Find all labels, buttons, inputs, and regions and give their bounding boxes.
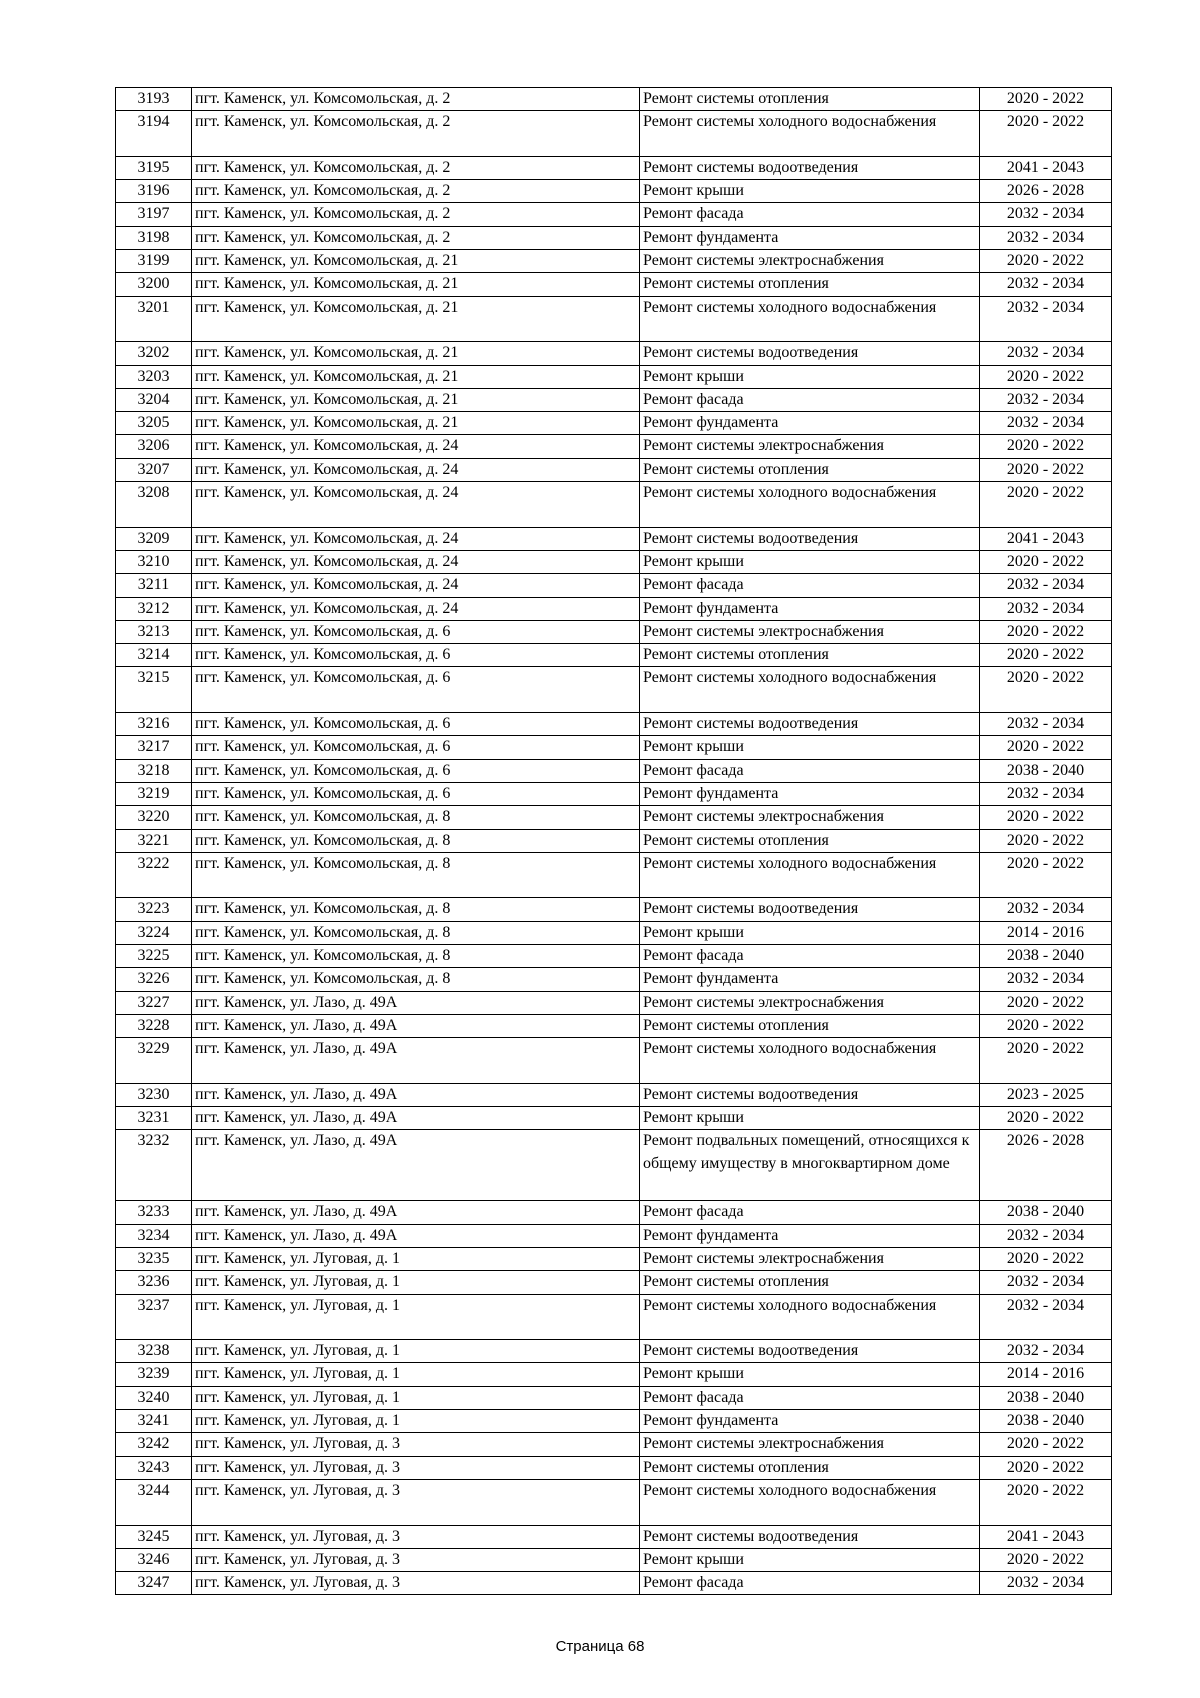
work-type-cell: Ремонт системы холодного водоснабжения xyxy=(640,296,980,342)
row-number-cell: 3211 xyxy=(116,574,192,597)
work-type-cell: Ремонт фасада xyxy=(640,759,980,782)
table-row xyxy=(116,991,1112,1014)
row-number-cell: 3234 xyxy=(116,1224,192,1247)
row-number-cell: 3209 xyxy=(116,527,192,550)
table-row xyxy=(116,203,1112,226)
address-cell: пгт. Каменск, ул. Луговая, д. 3 xyxy=(192,1572,640,1595)
period-cell: 2020 - 2022 xyxy=(980,250,1112,273)
address-cell: пгт. Каменск, ул. Комсомольская, д. 24 xyxy=(192,574,640,597)
address-cell: пгт. Каменск, ул. Комсомольская, д. 24 xyxy=(192,550,640,573)
row-number-cell: 3196 xyxy=(116,180,192,203)
row-number-cell: 3222 xyxy=(116,852,192,898)
period-cell: 2020 - 2022 xyxy=(980,1433,1112,1456)
work-type-cell: Ремонт фундамента xyxy=(640,782,980,805)
work-type-cell: Ремонт крыши xyxy=(640,550,980,573)
period-cell: 2032 - 2034 xyxy=(980,1271,1112,1294)
address-cell: пгт. Каменск, ул. Комсомольская, д. 8 xyxy=(192,921,640,944)
address-cell: пгт. Каменск, ул. Лазо, д. 49А xyxy=(192,1083,640,1106)
address-cell: пгт. Каменск, ул. Комсомольская, д. 6 xyxy=(192,782,640,805)
period-cell: 2032 - 2034 xyxy=(980,1224,1112,1247)
period-cell: 2020 - 2022 xyxy=(980,852,1112,898)
address-cell: пгт. Каменск, ул. Комсомольская, д. 2 xyxy=(192,111,640,157)
address-cell: пгт. Каменск, ул. Комсомольская, д. 2 xyxy=(192,88,640,111)
work-type-cell: Ремонт фасада xyxy=(640,1572,980,1595)
address-cell: пгт. Каменск, ул. Комсомольская, д. 21 xyxy=(192,273,640,296)
table-row xyxy=(116,1548,1112,1571)
row-number-cell: 3195 xyxy=(116,156,192,179)
work-type-cell: Ремонт системы водоотведения xyxy=(640,1340,980,1363)
table-row xyxy=(116,527,1112,550)
address-cell: пгт. Каменск, ул. Комсомольская, д. 24 xyxy=(192,527,640,550)
work-type-cell: Ремонт фасада xyxy=(640,574,980,597)
table-row xyxy=(116,1224,1112,1247)
address-cell: пгт. Каменск, ул. Комсомольская, д. 24 xyxy=(192,482,640,528)
period-cell: 2032 - 2034 xyxy=(980,1294,1112,1340)
table-row xyxy=(116,759,1112,782)
table-row xyxy=(116,482,1112,528)
row-number-cell: 3239 xyxy=(116,1363,192,1386)
table-row xyxy=(116,574,1112,597)
table-row xyxy=(116,156,1112,179)
address-cell: пгт. Каменск, ул. Комсомольская, д. 6 xyxy=(192,713,640,736)
row-number-cell: 3220 xyxy=(116,806,192,829)
row-number-cell: 3237 xyxy=(116,1294,192,1340)
address-cell: пгт. Каменск, ул. Комсомольская, д. 8 xyxy=(192,852,640,898)
period-cell: 2014 - 2016 xyxy=(980,921,1112,944)
period-cell: 2020 - 2022 xyxy=(980,991,1112,1014)
table-row xyxy=(116,620,1112,643)
address-cell: пгт. Каменск, ул. Лазо, д. 49А xyxy=(192,991,640,1014)
row-number-cell: 3202 xyxy=(116,342,192,365)
work-type-cell: Ремонт системы холодного водоснабжения xyxy=(640,482,980,528)
row-number-cell: 3217 xyxy=(116,736,192,759)
period-cell: 2032 - 2034 xyxy=(980,1340,1112,1363)
row-number-cell: 3228 xyxy=(116,1014,192,1037)
table-row xyxy=(116,806,1112,829)
table-row xyxy=(116,1363,1112,1386)
work-type-cell: Ремонт фасада xyxy=(640,203,980,226)
address-cell: пгт. Каменск, ул. Комсомольская, д. 24 xyxy=(192,435,640,458)
work-type-cell: Ремонт фундамента xyxy=(640,968,980,991)
work-type-cell: Ремонт фундамента xyxy=(640,597,980,620)
row-number-cell: 3224 xyxy=(116,921,192,944)
work-type-cell: Ремонт системы холодного водоснабжения xyxy=(640,852,980,898)
row-number-cell: 3200 xyxy=(116,273,192,296)
work-type-cell: Ремонт системы водоотведения xyxy=(640,713,980,736)
table-row xyxy=(116,412,1112,435)
period-cell: 2020 - 2022 xyxy=(980,1107,1112,1130)
row-number-cell: 3247 xyxy=(116,1572,192,1595)
table-row xyxy=(116,1271,1112,1294)
address-cell: пгт. Каменск, ул. Лазо, д. 49А xyxy=(192,1014,640,1037)
address-cell: пгт. Каменск, ул. Комсомольская, д. 6 xyxy=(192,644,640,667)
table-row xyxy=(116,829,1112,852)
row-number-cell: 3193 xyxy=(116,88,192,111)
period-cell: 2020 - 2022 xyxy=(980,550,1112,573)
row-number-cell: 3207 xyxy=(116,458,192,481)
work-type-cell: Ремонт системы водоотведения xyxy=(640,156,980,179)
address-cell: пгт. Каменск, ул. Луговая, д. 3 xyxy=(192,1548,640,1571)
period-cell: 2041 - 2043 xyxy=(980,156,1112,179)
row-number-cell: 3205 xyxy=(116,412,192,435)
table-row xyxy=(116,1525,1112,1548)
work-type-cell: Ремонт системы холодного водоснабжения xyxy=(640,111,980,157)
work-type-cell: Ремонт системы водоотведения xyxy=(640,342,980,365)
address-cell: пгт. Каменск, ул. Комсомольская, д. 6 xyxy=(192,736,640,759)
address-cell: пгт. Каменск, ул. Лазо, д. 49А xyxy=(192,1130,640,1201)
table-row xyxy=(116,782,1112,805)
period-cell: 2020 - 2022 xyxy=(980,736,1112,759)
table-row xyxy=(116,1479,1112,1525)
work-type-cell: Ремонт крыши xyxy=(640,921,980,944)
period-cell: 2038 - 2040 xyxy=(980,1201,1112,1224)
table-row xyxy=(116,898,1112,921)
address-cell: пгт. Каменск, ул. Комсомольская, д. 21 xyxy=(192,412,640,435)
table-row xyxy=(116,1433,1112,1456)
row-number-cell: 3242 xyxy=(116,1433,192,1456)
address-cell: пгт. Каменск, ул. Луговая, д. 3 xyxy=(192,1433,640,1456)
period-cell: 2020 - 2022 xyxy=(980,667,1112,713)
address-cell: пгт. Каменск, ул. Луговая, д. 1 xyxy=(192,1363,640,1386)
page-number: Страница 68 xyxy=(555,1638,645,1655)
work-type-cell: Ремонт фасада xyxy=(640,388,980,411)
row-number-cell: 3199 xyxy=(116,250,192,273)
address-cell: пгт. Каменск, ул. Комсомольская, д. 21 xyxy=(192,388,640,411)
period-cell: 2038 - 2040 xyxy=(980,1386,1112,1409)
period-cell: 2020 - 2022 xyxy=(980,482,1112,528)
work-type-cell: Ремонт системы электроснабжения xyxy=(640,1433,980,1456)
row-number-cell: 3204 xyxy=(116,388,192,411)
table-row xyxy=(116,667,1112,713)
period-cell: 2020 - 2022 xyxy=(980,88,1112,111)
row-number-cell: 3236 xyxy=(116,1271,192,1294)
table-row xyxy=(116,1340,1112,1363)
address-cell: пгт. Каменск, ул. Комсомольская, д. 8 xyxy=(192,968,640,991)
period-cell: 2032 - 2034 xyxy=(980,412,1112,435)
row-number-cell: 3226 xyxy=(116,968,192,991)
period-cell: 2038 - 2040 xyxy=(980,1410,1112,1433)
period-cell: 2032 - 2034 xyxy=(980,273,1112,296)
row-number-cell: 3210 xyxy=(116,550,192,573)
table-row xyxy=(116,1386,1112,1409)
table-row xyxy=(116,1130,1112,1201)
table-row xyxy=(116,250,1112,273)
row-number-cell: 3194 xyxy=(116,111,192,157)
table-row xyxy=(116,1247,1112,1270)
row-number-cell: 3214 xyxy=(116,644,192,667)
period-cell: 2032 - 2034 xyxy=(980,1572,1112,1595)
period-cell: 2038 - 2040 xyxy=(980,944,1112,967)
table-row xyxy=(116,273,1112,296)
address-cell: пгт. Каменск, ул. Комсомольская, д. 2 xyxy=(192,156,640,179)
row-number-cell: 3235 xyxy=(116,1247,192,1270)
table-row xyxy=(116,296,1112,342)
work-type-cell: Ремонт фасада xyxy=(640,1386,980,1409)
work-type-cell: Ремонт фундамента xyxy=(640,412,980,435)
period-cell: 2032 - 2034 xyxy=(980,226,1112,249)
period-cell: 2032 - 2034 xyxy=(980,342,1112,365)
address-cell: пгт. Каменск, ул. Комсомольская, д. 8 xyxy=(192,829,640,852)
work-type-cell: Ремонт системы отопления xyxy=(640,458,980,481)
row-number-cell: 3245 xyxy=(116,1525,192,1548)
work-type-cell: Ремонт системы отопления xyxy=(640,829,980,852)
period-cell: 2032 - 2034 xyxy=(980,713,1112,736)
address-cell: пгт. Каменск, ул. Луговая, д. 1 xyxy=(192,1247,640,1270)
period-cell: 2020 - 2022 xyxy=(980,620,1112,643)
period-cell: 2020 - 2022 xyxy=(980,1014,1112,1037)
period-cell: 2032 - 2034 xyxy=(980,574,1112,597)
row-number-cell: 3215 xyxy=(116,667,192,713)
row-number-cell: 3221 xyxy=(116,829,192,852)
address-cell: пгт. Каменск, ул. Луговая, д. 3 xyxy=(192,1525,640,1548)
period-cell: 2032 - 2034 xyxy=(980,782,1112,805)
table-row xyxy=(116,435,1112,458)
work-type-cell: Ремонт фундамента xyxy=(640,1410,980,1433)
row-number-cell: 3203 xyxy=(116,365,192,388)
address-cell: пгт. Каменск, ул. Комсомольская, д. 24 xyxy=(192,458,640,481)
period-cell: 2041 - 2043 xyxy=(980,1525,1112,1548)
work-type-cell: Ремонт системы электроснабжения xyxy=(640,991,980,1014)
row-number-cell: 3208 xyxy=(116,482,192,528)
period-cell: 2020 - 2022 xyxy=(980,1038,1112,1084)
table-row xyxy=(116,1456,1112,1479)
address-cell: пгт. Каменск, ул. Комсомольская, д. 8 xyxy=(192,944,640,967)
period-cell: 2026 - 2028 xyxy=(980,180,1112,203)
table-row xyxy=(116,597,1112,620)
table-body xyxy=(116,88,1112,1595)
row-number-cell: 3201 xyxy=(116,296,192,342)
work-type-cell: Ремонт системы холодного водоснабжения xyxy=(640,1479,980,1525)
work-type-cell: Ремонт системы отопления xyxy=(640,1456,980,1479)
row-number-cell: 3231 xyxy=(116,1107,192,1130)
address-cell: пгт. Каменск, ул. Луговая, д. 1 xyxy=(192,1294,640,1340)
row-number-cell: 3240 xyxy=(116,1386,192,1409)
address-cell: пгт. Каменск, ул. Луговая, д. 3 xyxy=(192,1479,640,1525)
table-row xyxy=(116,944,1112,967)
period-cell: 2032 - 2034 xyxy=(980,203,1112,226)
address-cell: пгт. Каменск, ул. Комсомольская, д. 24 xyxy=(192,597,640,620)
period-cell: 2020 - 2022 xyxy=(980,1479,1112,1525)
row-number-cell: 3227 xyxy=(116,991,192,1014)
table-row xyxy=(116,736,1112,759)
work-type-cell: Ремонт системы электроснабжения xyxy=(640,250,980,273)
row-number-cell: 3229 xyxy=(116,1038,192,1084)
table-row xyxy=(116,1294,1112,1340)
address-cell: пгт. Каменск, ул. Луговая, д. 1 xyxy=(192,1271,640,1294)
row-number-cell: 3232 xyxy=(116,1130,192,1201)
period-cell: 2020 - 2022 xyxy=(980,435,1112,458)
work-type-cell: Ремонт системы водоотведения xyxy=(640,1083,980,1106)
period-cell: 2023 - 2025 xyxy=(980,1083,1112,1106)
table-row xyxy=(116,388,1112,411)
table-row xyxy=(116,713,1112,736)
work-type-cell: Ремонт системы электроснабжения xyxy=(640,620,980,643)
row-number-cell: 3244 xyxy=(116,1479,192,1525)
period-cell: 2041 - 2043 xyxy=(980,527,1112,550)
table-row xyxy=(116,852,1112,898)
address-cell: пгт. Каменск, ул. Комсомольская, д. 6 xyxy=(192,759,640,782)
address-cell: пгт. Каменск, ул. Лазо, д. 49А xyxy=(192,1224,640,1247)
address-cell: пгт. Каменск, ул. Луговая, д. 3 xyxy=(192,1456,640,1479)
period-cell: 2032 - 2034 xyxy=(980,597,1112,620)
table-row xyxy=(116,550,1112,573)
address-cell: пгт. Каменск, ул. Луговая, д. 1 xyxy=(192,1410,640,1433)
work-type-cell: Ремонт фундамента xyxy=(640,226,980,249)
address-cell: пгт. Каменск, ул. Комсомольская, д. 6 xyxy=(192,667,640,713)
table-row xyxy=(116,1014,1112,1037)
work-type-cell: Ремонт системы холодного водоснабжения xyxy=(640,1038,980,1084)
address-cell: пгт. Каменск, ул. Комсомольская, д. 2 xyxy=(192,180,640,203)
table-row xyxy=(116,365,1112,388)
work-type-cell: Ремонт крыши xyxy=(640,180,980,203)
row-number-cell: 3241 xyxy=(116,1410,192,1433)
row-number-cell: 3216 xyxy=(116,713,192,736)
table-row xyxy=(116,921,1112,944)
work-type-cell: Ремонт системы отопления xyxy=(640,1014,980,1037)
address-cell: пгт. Каменск, ул. Комсомольская, д. 2 xyxy=(192,226,640,249)
table-row xyxy=(116,644,1112,667)
period-cell: 2026 - 2028 xyxy=(980,1130,1112,1201)
table-row xyxy=(116,88,1112,111)
period-cell: 2032 - 2034 xyxy=(980,388,1112,411)
row-number-cell: 3206 xyxy=(116,435,192,458)
row-number-cell: 3197 xyxy=(116,203,192,226)
table-row xyxy=(116,342,1112,365)
period-cell: 2032 - 2034 xyxy=(980,898,1112,921)
work-type-cell: Ремонт фундамента xyxy=(640,1224,980,1247)
row-number-cell: 3223 xyxy=(116,898,192,921)
period-cell: 2020 - 2022 xyxy=(980,1456,1112,1479)
work-type-cell: Ремонт системы электроснабжения xyxy=(640,435,980,458)
table-row xyxy=(116,1083,1112,1106)
period-cell: 2032 - 2034 xyxy=(980,968,1112,991)
work-type-cell: Ремонт системы водоотведения xyxy=(640,898,980,921)
period-cell: 2020 - 2022 xyxy=(980,829,1112,852)
row-number-cell: 3219 xyxy=(116,782,192,805)
period-cell: 2020 - 2022 xyxy=(980,458,1112,481)
period-cell: 2020 - 2022 xyxy=(980,644,1112,667)
row-number-cell: 3198 xyxy=(116,226,192,249)
address-cell: пгт. Каменск, ул. Лазо, д. 49А xyxy=(192,1201,640,1224)
work-type-cell: Ремонт системы электроснабжения xyxy=(640,806,980,829)
address-cell: пгт. Каменск, ул. Комсомольская, д. 21 xyxy=(192,365,640,388)
work-type-cell: Ремонт системы холодного водоснабжения xyxy=(640,1294,980,1340)
work-type-cell: Ремонт системы водоотведения xyxy=(640,1525,980,1548)
period-cell: 2020 - 2022 xyxy=(980,111,1112,157)
row-number-cell: 3213 xyxy=(116,620,192,643)
work-type-cell: Ремонт крыши xyxy=(640,1548,980,1571)
work-type-cell: Ремонт системы отопления xyxy=(640,1271,980,1294)
row-number-cell: 3218 xyxy=(116,759,192,782)
table-row xyxy=(116,1201,1112,1224)
address-cell: пгт. Каменск, ул. Луговая, д. 1 xyxy=(192,1340,640,1363)
period-cell: 2020 - 2022 xyxy=(980,365,1112,388)
work-type-cell: Ремонт системы водоотведения xyxy=(640,527,980,550)
row-number-cell: 3238 xyxy=(116,1340,192,1363)
period-cell: 2020 - 2022 xyxy=(980,1548,1112,1571)
work-type-cell: Ремонт крыши xyxy=(640,1107,980,1130)
repair-schedule-table xyxy=(115,87,1112,1595)
work-type-cell: Ремонт системы отопления xyxy=(640,88,980,111)
period-cell: 2020 - 2022 xyxy=(980,806,1112,829)
address-cell: пгт. Каменск, ул. Комсомольская, д. 2 xyxy=(192,203,640,226)
address-cell: пгт. Каменск, ул. Комсомольская, д. 21 xyxy=(192,342,640,365)
table-row xyxy=(116,1572,1112,1595)
row-number-cell: 3243 xyxy=(116,1456,192,1479)
table-row xyxy=(116,180,1112,203)
table-row xyxy=(116,1038,1112,1084)
row-number-cell: 3230 xyxy=(116,1083,192,1106)
period-cell: 2020 - 2022 xyxy=(980,1247,1112,1270)
table-row xyxy=(116,458,1112,481)
period-cell: 2038 - 2040 xyxy=(980,759,1112,782)
period-cell: 2014 - 2016 xyxy=(980,1363,1112,1386)
row-number-cell: 3233 xyxy=(116,1201,192,1224)
address-cell: пгт. Каменск, ул. Комсомольская, д. 21 xyxy=(192,296,640,342)
work-type-cell: Ремонт фасада xyxy=(640,1201,980,1224)
address-cell: пгт. Каменск, ул. Комсомольская, д. 6 xyxy=(192,620,640,643)
work-type-cell: Ремонт системы электроснабжения xyxy=(640,1247,980,1270)
work-type-cell: Ремонт системы холодного водоснабжения xyxy=(640,667,980,713)
row-number-cell: 3212 xyxy=(116,597,192,620)
table-row xyxy=(116,1107,1112,1130)
period-cell: 2032 - 2034 xyxy=(980,296,1112,342)
work-type-cell: Ремонт системы отопления xyxy=(640,644,980,667)
work-type-cell: Ремонт системы отопления xyxy=(640,273,980,296)
table-row xyxy=(116,226,1112,249)
row-number-cell: 3225 xyxy=(116,944,192,967)
table-row xyxy=(116,968,1112,991)
row-number-cell: 3246 xyxy=(116,1548,192,1571)
address-cell: пгт. Каменск, ул. Комсомольская, д. 8 xyxy=(192,806,640,829)
work-type-cell: Ремонт фасада xyxy=(640,944,980,967)
table-row xyxy=(116,1410,1112,1433)
address-cell: пгт. Каменск, ул. Луговая, д. 1 xyxy=(192,1386,640,1409)
address-cell: пгт. Каменск, ул. Комсомольская, д. 8 xyxy=(192,898,640,921)
work-type-cell: Ремонт крыши xyxy=(640,365,980,388)
table-row xyxy=(116,111,1112,157)
work-type-cell: Ремонт подвальных помещений, относящихся к общему имуществу в многоквартирном доме xyxy=(640,1130,980,1201)
address-cell: пгт. Каменск, ул. Комсомольская, д. 21 xyxy=(192,250,640,273)
address-cell: пгт. Каменск, ул. Лазо, д. 49А xyxy=(192,1107,640,1130)
work-type-cell: Ремонт крыши xyxy=(640,1363,980,1386)
address-cell: пгт. Каменск, ул. Лазо, д. 49А xyxy=(192,1038,640,1084)
work-type-cell: Ремонт крыши xyxy=(640,736,980,759)
